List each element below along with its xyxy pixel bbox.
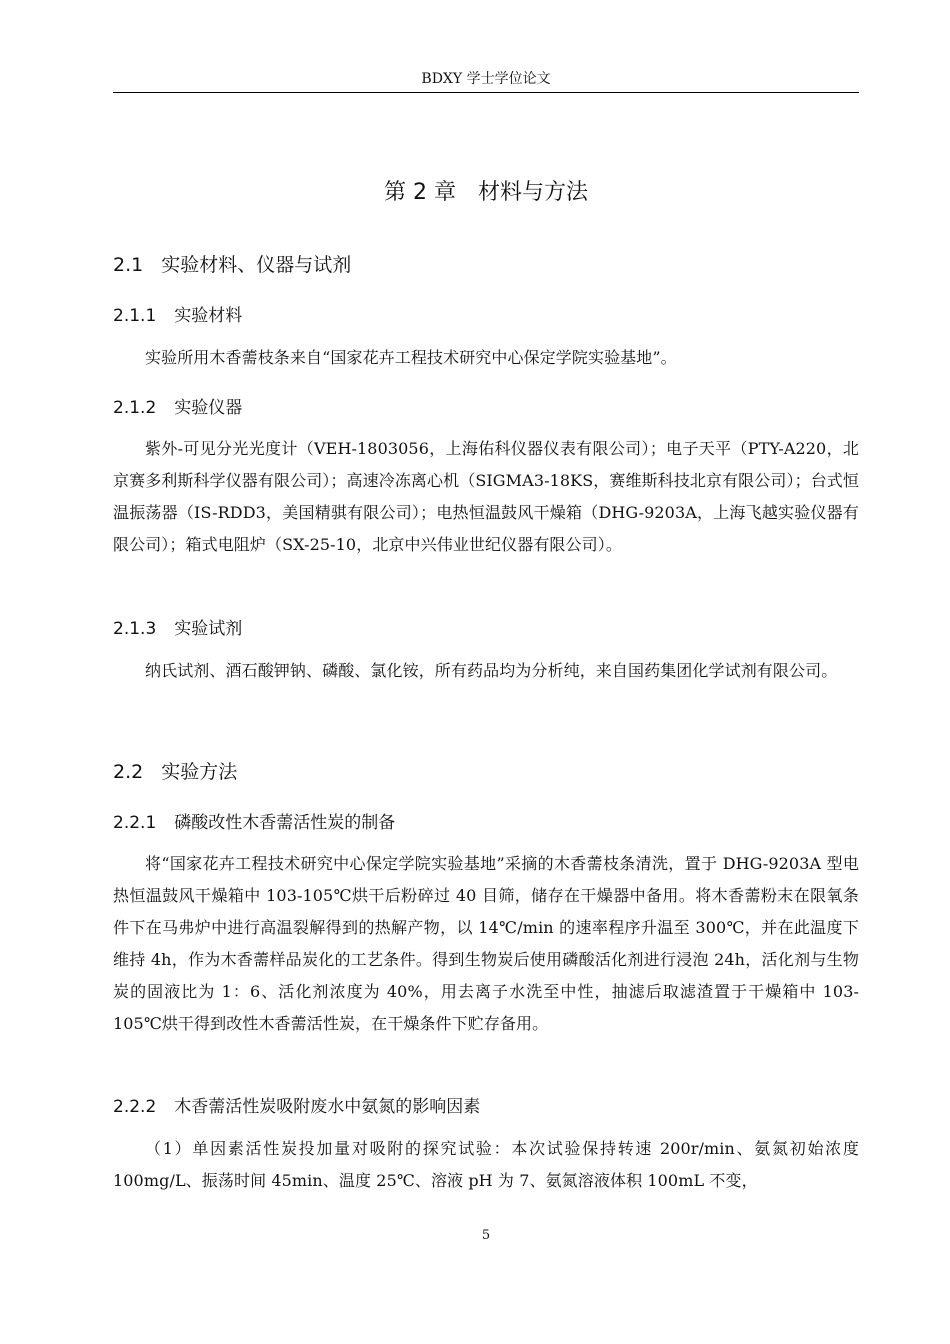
section-number: 2.2 (113, 761, 144, 783)
paragraph-reagents: 纳氏试剂、酒石酸钾钠、磷酸、氯化铵，所有药品均为分析纯，来自国药集团化学试剂有限公司。 (145, 661, 838, 680)
section-title: 实验方法 (161, 761, 238, 783)
subsection-number: 2.1.2 (113, 398, 157, 418)
section-title: 实验材料、仪器与试剂 (161, 254, 352, 276)
section-heading-2-2 (113, 759, 237, 785)
subsection-number: 2.1.3 (113, 619, 157, 639)
subsection-title: 实验试剂 (174, 619, 243, 639)
paragraph-preparation: 将“国家花卉工程技术研究中心保定学院实验基地”采摘的木香薷枝条清洗，置于 DHG-9203A 型电热恒温鼓风干燥箱中 103-105℃烘干后粉碎过 40 目筛，储存在干燥器中备用。将木香薷粉末在限氧条件下在马弗炉中进行高温裂解得到的热解产物，以 14℃/min 的速率程序升温至 300℃，并在此温度下维持 4h，作为木香薷样品炭化的工艺条件。得到生物炭后使用磷酸活化剂进行浸泡 24h，活化剂与生物炭的固液比为 1：6、活化剂浓度为 40%，用去离子水洗至中性，抽滤后取滤渣置于干燥箱中 103-105℃烘干得到改性木香薷活性炭，在干燥条件下贮存备用。 (113, 854, 859, 1033)
paragraph-materials: 实验所用木香薷枝条来自“国家花卉工程技术研究中心保定学院实验基地”。 (145, 348, 677, 367)
subsection-heading-2-2-2 (113, 1095, 480, 1119)
subsection-title: 木香薷活性炭吸附废水中氨氮的影响因素 (174, 1097, 481, 1117)
subsection-heading-2-1-2 (113, 396, 242, 420)
subsection-title: 实验仪器 (174, 398, 243, 418)
subsection-heading-2-2-1 (113, 811, 395, 835)
subsection-number: 2.1.1 (113, 306, 157, 326)
chapter-title: 第 2 章 材料与方法 (384, 180, 588, 205)
subsection-heading-2-1-3 (113, 617, 242, 641)
subsection-number: 2.2.2 (113, 1097, 157, 1117)
subsection-title: 磷酸改性木香薷活性炭的制备 (174, 813, 396, 833)
paragraph-factors: （1）单因素活性炭投加量对吸附的探究试验：本次试验保持转速 200r/min、氨氮初始浓度 100mg/L、振荡时间 45min、温度 25℃、溶液 pH 为 7、氨氮溶液体积 100mL 不变， (113, 1139, 859, 1190)
running-header: BDXY 学士学位论文 (113, 70, 859, 93)
subsection-heading-2-1-1 (113, 304, 242, 328)
subsection-number: 2.2.1 (113, 813, 157, 833)
paragraph-instruments: 紫外-可见分光光度计（VEH-1803056，上海佑科仪器仪表有限公司）；电子天平（PTY-A220，北京赛多利斯科学仪器有限公司）；高速冷冻离心机（SIGMA3-18KS，赛维斯科技北京有限公司）；台式恒温振荡器（IS-RDD3，美国精骐有限公司）；电热恒温鼓风干燥箱（DHG-9203A，上海飞越实验仪器有限公司）；箱式电阻炉（SX-25-10，北京中兴伟业世纪仪器有限公司）。 (113, 439, 859, 554)
section-heading-2-1 (113, 252, 351, 278)
page-number: 5 (481, 1228, 491, 1243)
subsection-title: 实验材料 (174, 306, 243, 326)
section-number: 2.1 (113, 254, 144, 276)
